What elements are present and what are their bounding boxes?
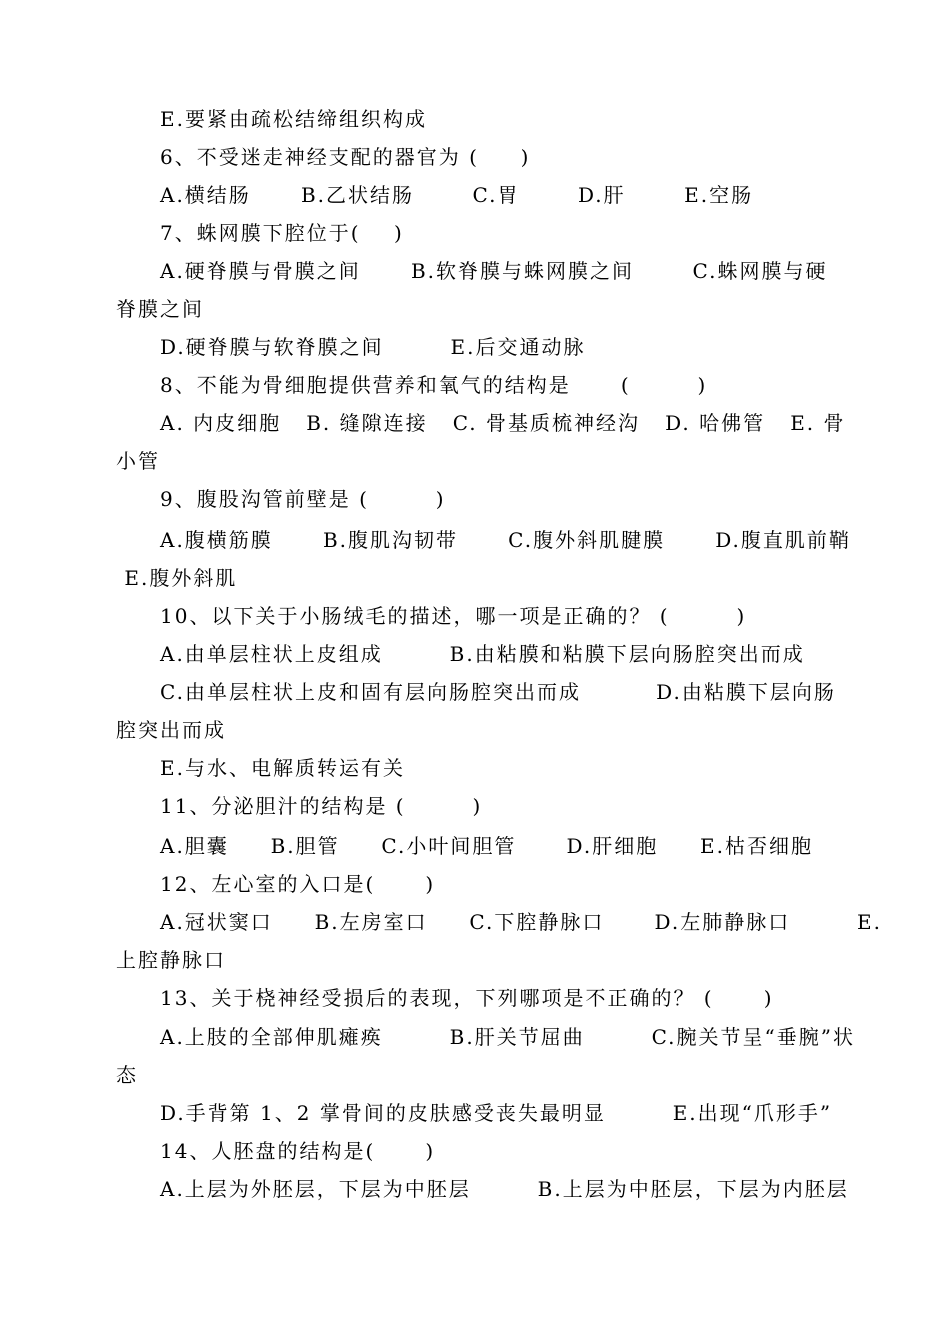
- options-9-cont: E.腹外斜肌: [116, 566, 238, 590]
- question-11: 11、分泌胆汁的结构是 ( ): [160, 794, 483, 818]
- options-6: A.横结肠 B.乙状结肠 C.胃 D.肝 E.空肠: [160, 183, 754, 207]
- options-13-cont: 态: [116, 1063, 138, 1087]
- options-10-c: E.与水、电解质转运有关: [160, 756, 405, 780]
- options-9: A.腹横筋膜 B.腹肌沟韧带 C.腹外斜肌腱膜 D.腹直肌前鞘: [160, 528, 851, 552]
- question-13: 13、关于桡神经受损后的表现，下列哪项是不正确的？ ( ): [160, 986, 774, 1010]
- options-12: A.冠状窦口 B.左房室口 C.下腔静脉口 D.左肺静脉口 E.: [160, 910, 883, 934]
- options-8-cont: 小管: [116, 449, 160, 473]
- options-11: A.胆囊 B.胆管 C.小叶间胆管 D.肝细胞 E.枯否细胞: [160, 834, 813, 858]
- question-12: 12、左心室的入口是( ): [160, 872, 436, 896]
- options-14: A.上层为外胚层，下层为中胚层 B.上层为中胚层，下层为内胚层: [160, 1177, 849, 1201]
- options-12-cont: 上腔静脉口: [116, 948, 226, 972]
- question-8: 8、不能为骨细胞提供营养和氧气的结构是 ( ): [160, 373, 708, 397]
- question-6: 6、不受迷走神经支配的器官为 ( ): [160, 145, 531, 169]
- options-7: A.硬脊膜与骨膜之间 B.软脊膜与蛛网膜之间 C.蛛网膜与硬: [160, 259, 828, 283]
- question-10: 10、以下关于小肠绒毛的描述，哪一项是正确的？ ( ): [160, 604, 747, 628]
- options-10-b: C.由单层柱状上皮和固有层向肠腔突出而成 D.由粘膜下层向肠: [160, 680, 836, 704]
- options-7-b: D.硬脊膜与软脊膜之间 E.后交通动脉: [160, 335, 586, 359]
- options-7-cont: 脊膜之间: [116, 297, 204, 321]
- options-10-cont: 腔突出而成: [116, 718, 226, 742]
- options-13: A.上肢的全部伸肌瘫痪 B.肝关节屈曲 C.腕关节呈“垂腕”状: [160, 1025, 855, 1049]
- text-line: E.要紧由疏松结缔组织构成: [160, 107, 427, 131]
- question-14: 14、人胚盘的结构是( ): [160, 1139, 436, 1163]
- question-9: 9、腹股沟管前壁是 ( ): [160, 487, 446, 511]
- options-8: A. 内皮细胞 B. 缝隙连接 C. 骨基质梳神经沟 D. 哈佛管 E. 骨: [160, 411, 846, 435]
- options-13-b: D.手背第 1、2 掌骨间的皮肤感受丧失最明显 E.出现“爪形手”: [160, 1101, 833, 1125]
- options-10: A.由单层柱状上皮组成 B.由粘膜和粘膜下层向肠腔突出而成: [160, 642, 805, 666]
- question-7: 7、蛛网膜下腔位于( ): [160, 221, 404, 245]
